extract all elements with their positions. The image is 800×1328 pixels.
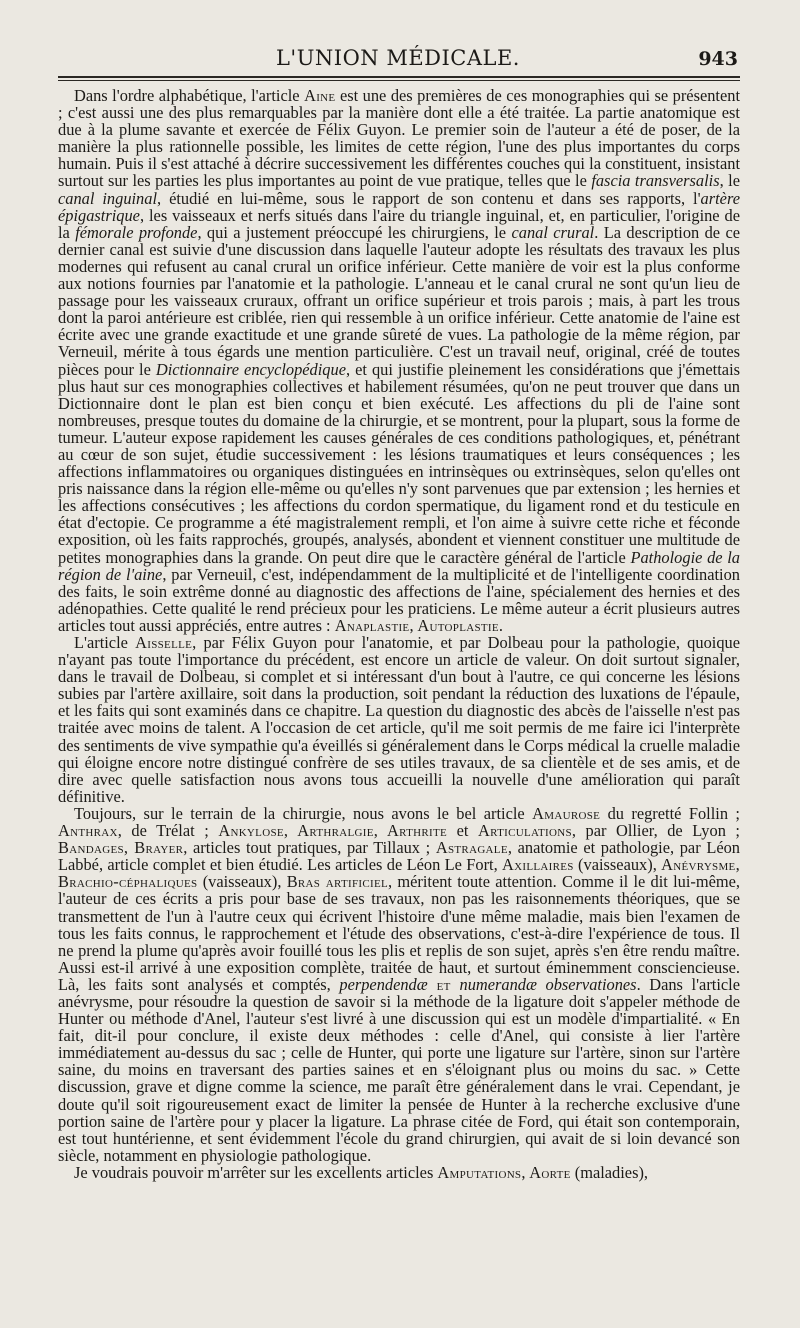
text-run: Toujours, sur le terrain de la chirurgie, nous avons le bel article [74, 803, 533, 823]
text-run: . [498, 615, 503, 635]
text-run: , par Félix Guyon pour l'anatomie, et par Dolbeau pour la pathologie, quoique n'ayant pas toute l'importance du précédent, est encore un article de valeur. On doit surtout signaler, dans le travail de Dolbeau, si complet et si intéressant d'un bout à l'autre, ce qui concerne les lésions subies par l'artère axillaire, soit dans la production, soit pendant la réduction des luxations de l'épaule, et les faits qui sont examinés dans ce chapitre. La question du diagnostic des abcès de l'aisselle n'est pas traitée avec moins de talent. A l'occasion de cet article, qu'il me soit permis de me faire ici l'interprète des sentiments de vive sympathie qu'a éveillés si généralement dans le Corps médical la cruelle maladie qui éloigne encore notre distingué confrère de ses utiles travaux, de sa clientèle et de ses amis, et de dire avec quelle satisfaction nous avons tous accueilli la nouvelle d'une amélioration qui paraît définitive. [58, 633, 740, 806]
journal-title: L'UNION MÉDICALE. [275, 46, 520, 70]
text-run: , et qui justifie pleinement les considérations que j'émettais plus haut sur ces monographies collectives et habilement résumées, qu'on ne peut trouver que dans un Dictionnaire dont le plan est bien conçu et bien exécuté. Les affections du pli de l'aine sont nombreuses, presque toutes du domaine de la chirurgie, et se montrent, pour la plupart, sous la forme de tumeur. L'auteur expose rapidement les causes générales de ces conditions pathologiques, et, pénétrant au cœur de son sujet, étudie successivement : les lésions traumatiques et leurs conséquences ; les affections inflammatoires ou organiques distinguées en intrinsèques ou extrinsèques, selon qu'elles ont pris naissance dans la région elle-même ou qu'elles n'y sont parvenues que par extension ; les hernies et les affections consécutives ; les affections du cordon spermatique, du ligament rond et du testicule en état d'ectopie. Ce programme a été magistralement rempli, et l'on aime à suivre cette riche et féconde exposition, où les faits rapprochés, groupés, analysés, abondent et viennent constituer une multitude de petites monographies dans la grande. On peut dire que le caractère général de l'article [58, 359, 741, 567]
italic-text: canal crural [511, 222, 595, 242]
small-caps-text: Articulations [477, 821, 572, 841]
paragraph [58, 805, 740, 1164]
small-caps-text: Anévrysme, Brachio-céphaliques [58, 855, 740, 892]
italic-text: Pathologie de la région de l'aine [58, 547, 741, 584]
text-run: L'article [74, 633, 136, 652]
paragraph [58, 1164, 740, 1181]
text-run: et [447, 821, 478, 841]
small-caps-text: Axillaires [502, 855, 574, 875]
text-run: du regretté Follin ; [600, 803, 740, 823]
text-run: , les vaisseaux et nerfs situés dans l'aire du triangle inguinal, et, en particulier, l'origine de la [58, 205, 740, 242]
small-caps-text: Bandages, Brayer [58, 838, 184, 858]
text-run: (maladies), [570, 1162, 649, 1182]
paragraph [58, 634, 740, 805]
header-rule [58, 76, 740, 78]
text-run: Je voudrais pouvoir m'arrêter sur les excellents articles [74, 1162, 438, 1182]
italic-text: Dictionnaire encyclopédique [155, 359, 346, 379]
italic-text: canal inguinal [58, 188, 158, 208]
text-run: . Dans l'article anévrysme, pour résoudre la question de savoir si la méthode de la ligature doit s'appeler méthode de Hunter ou méthode d'Anel, l'auteur s'est livré à une discussion qui est un modèle d'impartialité. « En fait, dit-il pour conclure, il existe deux méthodes : celle d'Anel, qui consiste à lier l'artère immédiatement au-dessus du sac ; celle de Hunter, qui porte une ligature sur l'artère, sinon sur l'artère saine, du moins en traversant des parties saines et en s'éloignant plus ou moins du sac. » Cette discussion, grave et digne comme la science, me paraît être généralement dans le vrai. Cependant, je doute qu'il soit rigoureusement exact de limiter la pensée de Hunter à la recherche exclusive d'une portion saine de l'artère pour y placer la ligature. La phrase citée de Ford, qui était son contemporain, est tout huntérienne, et sent évidemment l'école du grand chirurgien, qui avait de si loin devancé son siècle, notamment en physiologie pathologique. [58, 974, 740, 1165]
text-run: , qui a justement préoccupé les chirurgiens, le [197, 222, 512, 242]
small-caps-text: Astragale [435, 838, 508, 858]
small-caps-text: Anthrax [58, 821, 118, 841]
text-run: , par Verneuil, c'est, indépendamment de la multiplicité et de l'intelligente coordination des faits, le soin extrême donné au diagnostic des affections de l'aine, spécialement des hernies et des adénopathies. Cette qualité le rend précieux pour les praticiens. Le même auteur a écrit plusieurs autres articles tout aussi appréciés, entre autres : [58, 564, 740, 635]
small-caps-text: Ankylose, Arthralgie, Arthrite [218, 821, 448, 841]
paragraph [58, 87, 740, 634]
italic-text: fascia transversalis [591, 171, 720, 191]
text-run: , étudié en lui-même, sous le rapport de son contenu et dans ses rapports, l' [157, 188, 701, 208]
text-run: est une des premières de ces monographies qui se présentent ; c'est aussi une des plus remarquables par la manière dont elle a été traitée. La partie anatomique est due à la plume savante et exercée de Félix Guyon. Le premier soin de l'auteur a été de poser, de la manière la plus rationnelle possible, les limites de cette région, l'une des plus importantes du corps humain. Puis il s'est attaché à décrire successivement les différentes couches qui la constituent, insistant surtout sur les parties les plus importantes au point de vue pratique, telles que le [58, 86, 741, 191]
small-caps-text: Anaplastie, Autoplastie [334, 615, 499, 635]
italic-text: perpendendæ [339, 974, 428, 994]
text-run: , articles tout pratiques, par Tillaux ; [183, 838, 436, 858]
italic-text: fémorale profonde [75, 222, 198, 242]
small-caps-text: Bras artificiel [286, 872, 388, 892]
text-run: , par Ollier, de Lyon ; [571, 821, 740, 841]
small-caps-text: Amaurose [532, 803, 601, 823]
text-run: , anatomie et pathologie, par Léon Labbé, article complet et bien étudié. Les articles de Léon Le Fort, [58, 838, 740, 875]
small-caps-text: Aisselle [135, 633, 193, 652]
article-body [58, 87, 740, 1181]
text-run: . La description de ce dernier canal est suivie d'une discussion dans laquelle l'auteur adopte les résultats des travaux les plus modernes qui refusent au canal crural un orifice inférieur. Cette manière de voir est la plus conforme aux notions fournies par l'anatomie et la pathologie. L'anneau et le canal crural ne sont qu'un lieu de passage pour les vaisseaux cruraux, offrant un orifice supérieur et trois parois ; mais, à part les trous dont la paroi antérieure est criblée, rien qui ressemble à un orifice inférieur. Cette anatomie de l'aine est écrite avec une grande exactitude et une grande sûreté de vues. La pathologie de la même région, par Verneuil, mérite à tous égards une mention particulière. C'est un travail neuf, original, créé de toutes pièces pour le [58, 222, 741, 379]
small-caps-text: Amputations, Aorte [437, 1162, 571, 1182]
italic-text: artère épigastrique [58, 188, 740, 225]
text-run: , le [719, 171, 740, 191]
text-run: Dans l'ordre alphabétique, l'article [74, 86, 305, 105]
running-header [58, 44, 738, 74]
text-run: (vaisseaux), [573, 855, 662, 875]
small-caps-text: et [427, 974, 460, 994]
small-caps-text: Aine [304, 86, 336, 105]
italic-text: numerandæ observationes [459, 974, 637, 994]
page-number: 943 [698, 48, 738, 70]
text-run: , méritent toute attention. Comme il le dit lui-même, l'auteur de ces écrits a pris pour base de ses travaux, non pas les raisonnements théoriques, que se transmettent de l'un à l'autre ceux qui écrivent l'histoire d'une même maladie, mais bien l'examen de tous les faits connus, le rapprochement et l'étude des observations, c'est-à-dire l'expérience de tous. Il ne prend la plume qu'après avoir fouillé tous les plis et replis de son sujet, après s'en être rendu maître. Aussi est-il arrivé à une exposition complète, traitée de haut, et surtout éminemment consciencieuse. Là, les faits sont analysés et comptés, [58, 872, 741, 994]
text-run: (vaisseaux), [197, 872, 287, 892]
header-rule-thin [58, 80, 740, 81]
text-run: , de Trélat ; [117, 821, 219, 841]
